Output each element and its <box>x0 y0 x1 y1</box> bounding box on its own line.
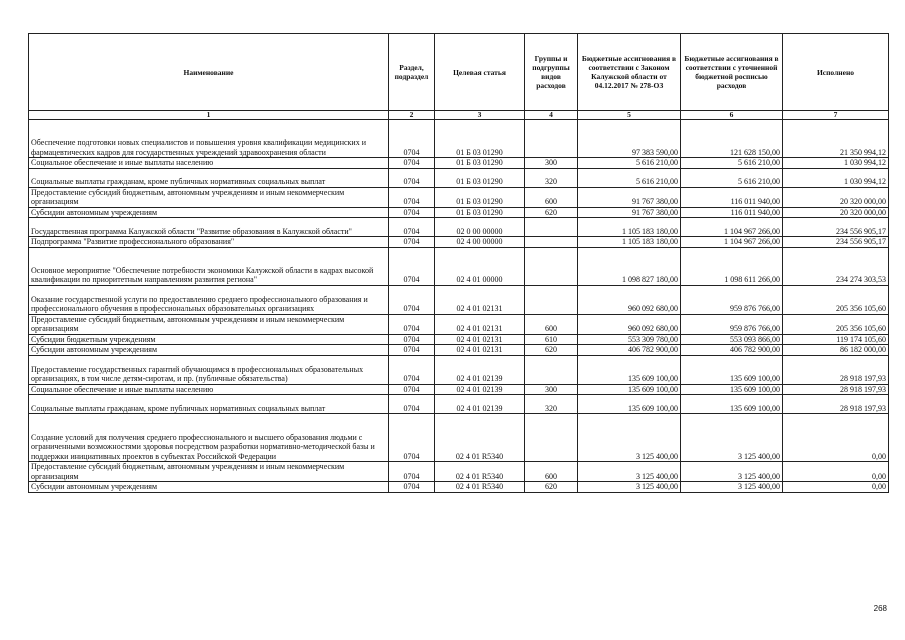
row-executed-amount: 86 182 000,00 <box>783 345 889 356</box>
row-group: 600 <box>525 314 578 334</box>
table-row <box>29 355 889 384</box>
row-name: Государственная программа Калужской области "Развитие образования в Калужской области" <box>29 218 389 237</box>
row-law-amount: 5 616 210,00 <box>578 158 681 169</box>
table-row <box>29 285 889 314</box>
row-section: 0704 <box>389 462 435 482</box>
row-target: 02 4 01 02139 <box>435 384 525 395</box>
row-law-amount: 960 092 680,00 <box>578 285 681 314</box>
row-refined-amount: 116 011 940,00 <box>681 207 783 218</box>
row-target: 02 4 00 00000 <box>435 237 525 248</box>
row-group <box>525 414 578 462</box>
row-name: Предоставление субсидий бюджетным, автономным учреждениям и иным некоммерческим организациям <box>29 462 389 482</box>
row-group <box>525 285 578 314</box>
row-section: 0704 <box>389 345 435 356</box>
row-target: 02 4 01 R5340 <box>435 462 525 482</box>
table-body <box>29 120 889 493</box>
row-refined-amount: 116 011 940,00 <box>681 187 783 207</box>
table-row <box>29 345 889 356</box>
row-refined-amount: 959 876 766,00 <box>681 285 783 314</box>
row-executed-amount: 20 320 000,00 <box>783 207 889 218</box>
row-section: 0704 <box>389 187 435 207</box>
row-name: Субсидии автономным учреждениям <box>29 482 389 493</box>
row-target: 02 4 01 02131 <box>435 314 525 334</box>
row-section: 0704 <box>389 414 435 462</box>
row-executed-amount: 1 030 994,12 <box>783 158 889 169</box>
row-name: Предоставление субсидий бюджетным, автономным учреждениям и иным некоммерческим организациям <box>29 314 389 334</box>
header-target: Целевая статья <box>435 34 525 111</box>
row-law-amount: 1 105 183 180,00 <box>578 237 681 248</box>
row-target: 02 4 01 00000 <box>435 247 525 285</box>
row-executed-amount: 21 350 994,12 <box>783 120 889 158</box>
row-refined-amount: 121 628 150,00 <box>681 120 783 158</box>
column-number: 6 <box>681 111 783 120</box>
row-group <box>525 237 578 248</box>
row-target: 01 Б 03 01290 <box>435 168 525 187</box>
row-target: 02 0 00 00000 <box>435 218 525 237</box>
row-target: 02 4 01 R5340 <box>435 414 525 462</box>
row-section: 0704 <box>389 218 435 237</box>
row-law-amount: 91 767 380,00 <box>578 187 681 207</box>
row-name: Социальное обеспечение и иные выплаты населению <box>29 158 389 169</box>
row-executed-amount: 205 356 105,60 <box>783 285 889 314</box>
row-section: 0704 <box>389 247 435 285</box>
column-number: 3 <box>435 111 525 120</box>
row-target: 01 Б 03 01290 <box>435 120 525 158</box>
row-law-amount: 553 309 780,00 <box>578 334 681 345</box>
row-executed-amount: 234 274 303,53 <box>783 247 889 285</box>
header-executed: Исполнено <box>783 34 889 111</box>
row-section: 0704 <box>389 207 435 218</box>
row-executed-amount: 28 918 197,93 <box>783 384 889 395</box>
row-target: 02 4 01 R5340 <box>435 482 525 493</box>
column-number: 4 <box>525 111 578 120</box>
row-section: 0704 <box>389 158 435 169</box>
row-law-amount: 960 092 680,00 <box>578 314 681 334</box>
row-law-amount: 3 125 400,00 <box>578 482 681 493</box>
row-refined-amount: 3 125 400,00 <box>681 482 783 493</box>
row-name: Предоставление субсидий бюджетным, автономным учреждениям и иным некоммерческим организациям <box>29 187 389 207</box>
column-number: 2 <box>389 111 435 120</box>
column-number: 7 <box>783 111 889 120</box>
row-group <box>525 218 578 237</box>
row-refined-amount: 5 616 210,00 <box>681 158 783 169</box>
row-group: 300 <box>525 384 578 395</box>
row-law-amount: 1 098 827 180,00 <box>578 247 681 285</box>
row-group: 620 <box>525 482 578 493</box>
table-row <box>29 334 889 345</box>
row-target: 01 Б 03 01290 <box>435 158 525 169</box>
row-group <box>525 247 578 285</box>
row-refined-amount: 3 125 400,00 <box>681 462 783 482</box>
row-name: Подпрограмма "Развитие профессионального образования" <box>29 237 389 248</box>
row-target: 01 Б 03 01290 <box>435 187 525 207</box>
row-name: Создание условий для получения среднего профессионального и высшего образования людьми с ограниченными возможностями здоровья посредством разработки нормативно-методической базы и поддержки инициативных проектов в субъектах Российской Федерации <box>29 414 389 462</box>
row-section: 0704 <box>389 395 435 414</box>
row-law-amount: 406 782 900,00 <box>578 345 681 356</box>
table-row <box>29 462 889 482</box>
row-group <box>525 120 578 158</box>
row-target: 02 4 01 02131 <box>435 334 525 345</box>
row-target: 01 Б 03 01290 <box>435 207 525 218</box>
row-section: 0704 <box>389 334 435 345</box>
row-name: Обеспечение подготовки новых специалистов и повышения уровня квалификации медицинских и фармацевтических кадров для государственных учреждений здравоохранения области <box>29 120 389 158</box>
header-name: Наименование <box>29 34 389 111</box>
row-executed-amount: 1 030 994,12 <box>783 168 889 187</box>
row-section: 0704 <box>389 120 435 158</box>
row-law-amount: 135 609 100,00 <box>578 384 681 395</box>
row-group: 610 <box>525 334 578 345</box>
row-executed-amount: 0,00 <box>783 482 889 493</box>
column-number: 1 <box>29 111 389 120</box>
row-group: 300 <box>525 158 578 169</box>
table-row <box>29 187 889 207</box>
table-row <box>29 218 889 237</box>
row-group: 620 <box>525 345 578 356</box>
row-group: 600 <box>525 462 578 482</box>
row-refined-amount: 1 104 967 266,00 <box>681 237 783 248</box>
row-target: 02 4 01 02139 <box>435 355 525 384</box>
row-name: Оказание государственной услуги по предоставлению среднего профессионального образования и профессионального обучения в профессиональных образовательных организациях <box>29 285 389 314</box>
row-name: Социальные выплаты гражданам, кроме публичных нормативных социальных выплат <box>29 395 389 414</box>
row-law-amount: 91 767 380,00 <box>578 207 681 218</box>
table-row <box>29 314 889 334</box>
row-refined-amount: 1 104 967 266,00 <box>681 218 783 237</box>
row-refined-amount: 135 609 100,00 <box>681 355 783 384</box>
row-executed-amount: 119 174 105,60 <box>783 334 889 345</box>
row-group: 320 <box>525 395 578 414</box>
row-refined-amount: 959 876 766,00 <box>681 314 783 334</box>
header-group: Группы и подгруппы видов расходов <box>525 34 578 111</box>
row-law-amount: 3 125 400,00 <box>578 414 681 462</box>
row-name: Социальные выплаты гражданам, кроме публичных нормативных социальных выплат <box>29 168 389 187</box>
row-section: 0704 <box>389 482 435 493</box>
row-law-amount: 135 609 100,00 <box>578 355 681 384</box>
row-executed-amount: 205 356 105,60 <box>783 314 889 334</box>
row-name: Предоставление государственных гарантий обучающимся в профессиональных образовательных организациях, в том числе детям-сиротам, и пр. (публичные обязательства) <box>29 355 389 384</box>
table-row <box>29 384 889 395</box>
budget-table <box>28 33 889 493</box>
row-group: 320 <box>525 168 578 187</box>
row-name: Субсидии автономным учреждениям <box>29 345 389 356</box>
header-section: Раздел, подраздел <box>389 34 435 111</box>
table-row <box>29 120 889 158</box>
row-group: 600 <box>525 187 578 207</box>
row-section: 0704 <box>389 314 435 334</box>
row-executed-amount: 0,00 <box>783 462 889 482</box>
row-section: 0704 <box>389 168 435 187</box>
header-row <box>29 34 889 111</box>
row-executed-amount: 0,00 <box>783 414 889 462</box>
row-section: 0704 <box>389 384 435 395</box>
column-number: 5 <box>578 111 681 120</box>
column-number-row <box>29 111 889 120</box>
row-refined-amount: 135 609 100,00 <box>681 395 783 414</box>
row-executed-amount: 28 918 197,93 <box>783 355 889 384</box>
row-refined-amount: 1 098 611 266,00 <box>681 247 783 285</box>
table-row <box>29 482 889 493</box>
row-refined-amount: 5 616 210,00 <box>681 168 783 187</box>
row-law-amount: 5 616 210,00 <box>578 168 681 187</box>
table-row <box>29 158 889 169</box>
row-section: 0704 <box>389 285 435 314</box>
row-target: 02 4 01 02131 <box>435 285 525 314</box>
row-executed-amount: 20 320 000,00 <box>783 187 889 207</box>
row-group <box>525 355 578 384</box>
row-section: 0704 <box>389 355 435 384</box>
row-refined-amount: 135 609 100,00 <box>681 384 783 395</box>
row-executed-amount: 28 918 197,93 <box>783 395 889 414</box>
row-law-amount: 1 105 183 180,00 <box>578 218 681 237</box>
row-name: Социальное обеспечение и иные выплаты населению <box>29 384 389 395</box>
row-executed-amount: 234 556 905,17 <box>783 237 889 248</box>
row-law-amount: 135 609 100,00 <box>578 395 681 414</box>
header-refined: Бюджетные ассигнования в соответствии с уточненной бюджетной росписью расходов <box>681 34 783 111</box>
table-row <box>29 207 889 218</box>
row-law-amount: 3 125 400,00 <box>578 462 681 482</box>
row-refined-amount: 3 125 400,00 <box>681 414 783 462</box>
table-row <box>29 237 889 248</box>
table-row <box>29 168 889 187</box>
row-refined-amount: 406 782 900,00 <box>681 345 783 356</box>
row-target: 02 4 01 02139 <box>435 395 525 414</box>
page-number: 268 <box>873 604 887 613</box>
row-name: Основное мероприятие "Обеспечение потребности экономики Калужской области в кадрах высокой квалификации по приоритетным направлениям развития региона" <box>29 247 389 285</box>
row-name: Субсидии автономным учреждениям <box>29 207 389 218</box>
row-target: 02 4 01 02131 <box>435 345 525 356</box>
header-law: Бюджетные ассигнования в соответствии с Законом Калужской области от 04.12.2017 № 278-ОЗ <box>578 34 681 111</box>
table-row <box>29 247 889 285</box>
table-row <box>29 395 889 414</box>
table-row <box>29 414 889 462</box>
row-group: 620 <box>525 207 578 218</box>
row-refined-amount: 553 093 866,00 <box>681 334 783 345</box>
row-section: 0704 <box>389 237 435 248</box>
row-law-amount: 97 383 590,00 <box>578 120 681 158</box>
row-executed-amount: 234 556 905,17 <box>783 218 889 237</box>
row-name: Субсидии бюджетным учреждениям <box>29 334 389 345</box>
